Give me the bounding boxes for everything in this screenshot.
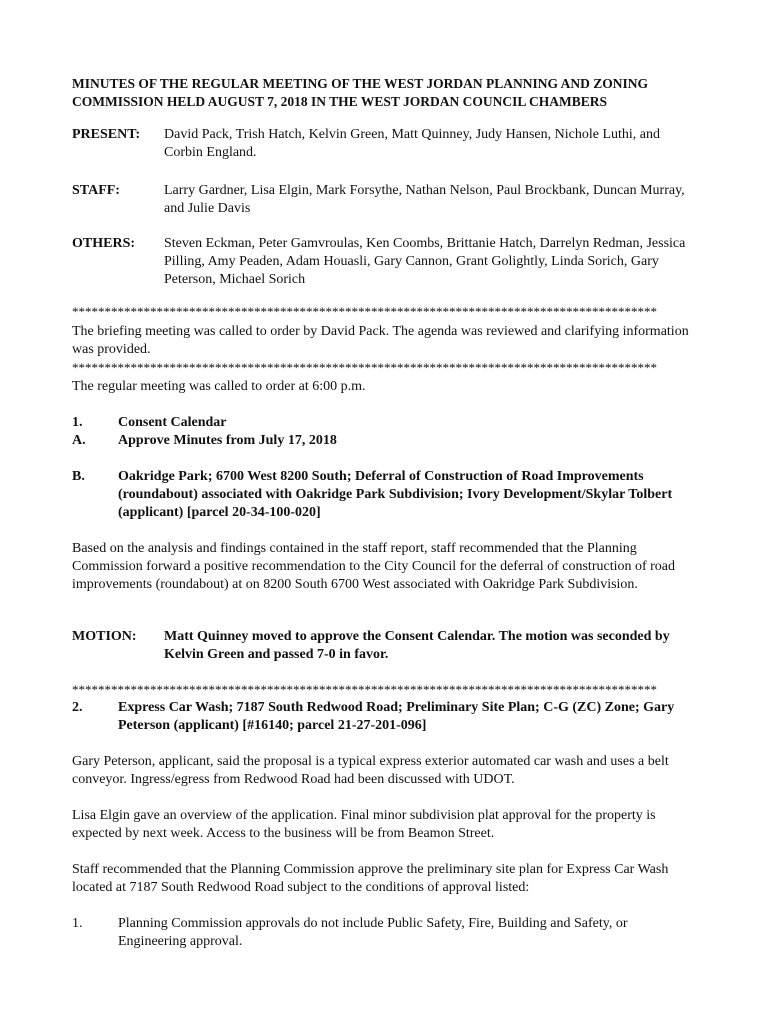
staff-text: Larry Gardner, Lisa Elgin, Mark Forsythe, Nathan Nelson, Paul Brockbank, Duncan Murray, and Julie Davis bbox=[164, 183, 685, 216]
agenda-item-a bbox=[72, 432, 696, 450]
briefing-paragraph: The briefing meeting was called to order by David Pack. The agenda was reviewed and clarifying information was provided. bbox=[72, 324, 689, 357]
others-section bbox=[72, 235, 696, 289]
staff-recommendation-paragraph: Staff recommended that the Planning Commission approve the preliminary site plan for Express Car Wash located at 7187 South Redwood Road subject to the conditions of approval listed: bbox=[72, 862, 669, 895]
separator-line: ****************************************************************************************** bbox=[72, 304, 657, 319]
item-number: B. bbox=[72, 469, 85, 484]
regular-meeting-paragraph: The regular meeting was called to order at 6:00 p.m. bbox=[72, 379, 366, 394]
item-title: Oakridge Park; 6700 West 8200 South; Deferral of Construction of Road Improvements (roundabout) associated with Oakridge Park Subdivision; Ivory Development/Skylar Tolbert (applicant) [parcel 20-34-100-020] bbox=[118, 469, 673, 520]
motion-label: MOTION: bbox=[72, 629, 137, 644]
staff-label: STAFF: bbox=[72, 183, 120, 198]
item-number: 1. bbox=[72, 415, 83, 430]
elgin-paragraph: Lisa Elgin gave an overview of the application. Final minor subdivision plat approval for the property is expected by next week. Access to the business will be from Beamon Street. bbox=[72, 808, 656, 841]
agenda-item-2 bbox=[72, 699, 696, 735]
analysis-paragraph: Based on the analysis and findings contained in the staff report, staff recommended that the Planning Commission forward a positive recommendation to the City Council for the deferral of construction of road improvements (roundabout) at on 8200 South 6700 West associated with Oakridge Park Subdivision. bbox=[72, 541, 676, 592]
item-text: Planning Commission approvals do not include Public Safety, Fire, Building and Safety, or Engineering approval. bbox=[118, 916, 628, 949]
motion-text: Matt Quinney moved to approve the Consent Calendar. The motion was seconded by Kelvin Green and passed 7-0 in favor. bbox=[164, 629, 670, 662]
peterson-paragraph: Gary Peterson, applicant, said the proposal is a typical express exterior automated car wash and uses a belt conveyor. Ingress/egress from Redwood Road had been discussed with UDOT. bbox=[72, 754, 669, 787]
present-text: David Pack, Trish Hatch, Kelvin Green, Matt Quinney, Judy Hansen, Nichole Luthi, and Corbin England. bbox=[164, 127, 661, 160]
item-title: Express Car Wash; 7187 South Redwood Road; Preliminary Site Plan; C-G (ZC) Zone; Gary Peterson (applicant) [#16140; parcel 21-27-201-096] bbox=[118, 700, 675, 733]
present-label: PRESENT: bbox=[72, 127, 141, 142]
item-number: 2. bbox=[72, 700, 83, 715]
separator-line: ****************************************************************************************** bbox=[72, 682, 657, 697]
document-title: MINUTES OF THE REGULAR MEETING OF THE WEST JORDAN PLANNING AND ZONING COMMISSION HELD AUGUST 7, 2018 IN THE WEST JORDAN COUNCIL CHAMBERS bbox=[72, 76, 648, 109]
others-label: OTHERS: bbox=[72, 236, 136, 251]
present-section bbox=[72, 126, 696, 162]
agenda-item-b bbox=[72, 468, 696, 522]
separator-line: ****************************************************************************************** bbox=[72, 360, 657, 375]
agenda-item-1 bbox=[72, 414, 696, 432]
item-number: 1. bbox=[72, 916, 83, 931]
others-text: Steven Eckman, Peter Gamvroulas, Ken Coombs, Brittanie Hatch, Darrelyn Redman, Jessica Pilling, Amy Peaden, Adam Houasli, Gary Cannon, Grant Golightly, Linda Sorich, Gary Peterson, Michael Sorich bbox=[164, 236, 686, 287]
item-title: Consent Calendar bbox=[118, 415, 227, 430]
motion-section bbox=[72, 628, 696, 664]
staff-section bbox=[72, 182, 696, 218]
condition-item-1 bbox=[72, 915, 696, 951]
item-number: A. bbox=[72, 433, 86, 448]
item-title: Approve Minutes from July 17, 2018 bbox=[118, 433, 337, 448]
